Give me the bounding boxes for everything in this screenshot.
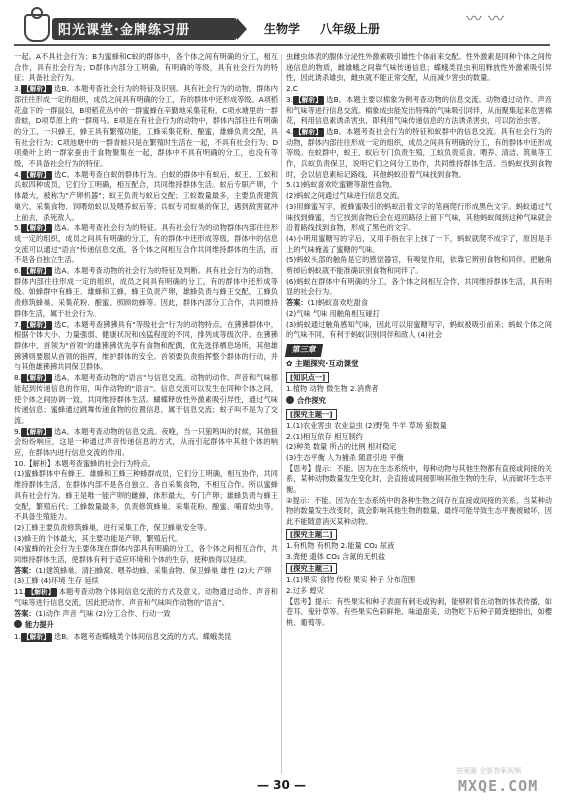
paragraph-text: 本题考查动物个体间信息交流的方式及意义。动物通过动作、声音和气味等进行信息交流，因此把动作、声音和气味叫作动物的"语言"。 bbox=[14, 587, 278, 607]
answer-label: 答案： bbox=[14, 565, 36, 575]
subsection-label: 合作探究 bbox=[297, 396, 326, 406]
box-heading: [探究主题二] bbox=[286, 529, 337, 540]
paragraph-text: (1)蚂蚁喜欢吃蜜糖等甜性食物。 bbox=[292, 180, 397, 190]
paragraph bbox=[286, 464, 552, 496]
paragraph bbox=[286, 234, 552, 255]
left-column bbox=[14, 52, 278, 643]
paragraph bbox=[286, 277, 552, 298]
paragraph-text: 选B。本题主要以棉象为例考查动物的信息交流。动物通过动作、声音和气味等进行信息交流。棉象成虫能发出特殊的气味吸引同伴，从而聚集起来危害棉花，利用信息素诱杀害虫，即利用气味传递信息的方法诱杀害虫，可以防治虫害。 bbox=[286, 94, 552, 126]
paragraph bbox=[286, 541, 552, 552]
analysis-tag: 【解析】 bbox=[294, 127, 323, 136]
paragraph-text: 选C。本题考查白蚁的群体行为。白蚁的群体中有蚁后、蚁王、工蚁和兵蚁四种成员，它们分工明确，相互配合，共同维持群体生活。蚁后专职产卵，个体最大，被称为"产卵机器"；蚁王负责与蚁后交配；工蚁数量最多，主要负责建筑巢穴、采集食物、饲喂幼蚁以及喂养蚁后等；兵蚁专司蚁巢的保卫，遇到敌害就冲上前去，杀死敌人。 bbox=[14, 169, 278, 222]
paragraph-text: 1.(1)农业害虫 农业益虫 (2)野兔 牛羊 草场 狼数量 bbox=[286, 420, 447, 430]
paragraph bbox=[14, 534, 278, 545]
question-number: 11. bbox=[14, 587, 26, 597]
question-number: 3. bbox=[286, 94, 293, 104]
paragraph-text: (3)蜂王的个体最大，其主要功能是产卵，繁殖后代。 bbox=[14, 533, 183, 543]
analysis-tag: 【解析】 bbox=[294, 95, 323, 104]
question-number: 9. bbox=[14, 426, 21, 436]
paragraph bbox=[14, 373, 278, 427]
brand-title: 阳光课堂·金牌练习册 bbox=[58, 23, 190, 38]
analysis-tag: 【解析】 bbox=[22, 374, 51, 383]
paragraph-text: (1)蚂蚁喜欢吃甜食 bbox=[307, 298, 369, 308]
header-divider bbox=[14, 44, 550, 46]
paragraph-text: ②提示：不能。因为在生态系统中的各种生物之间存在直接或间接的关系，当某种动物的数量发生改变时，就会影响其他生物的数量，最终可能导致生态平衡被破坏，因此不能随意消灭某种动物。 bbox=[286, 495, 552, 527]
paragraph bbox=[286, 384, 552, 395]
analysis-tag: 【解析】 bbox=[22, 170, 51, 179]
paragraph-text: (6)蚂蚁在群体中有明确的分工，各个体之间相互合作，共同维持群体生活，具有明显的社会行为。 bbox=[286, 276, 552, 297]
paragraph bbox=[14, 469, 278, 523]
question-number: 4. bbox=[286, 126, 293, 136]
paragraph bbox=[14, 566, 278, 577]
paragraph bbox=[286, 421, 552, 432]
column-divider bbox=[281, 54, 282, 774]
paragraph bbox=[14, 544, 278, 565]
paragraph-text: 【解析】本题考查蜜蜂的社会行为特点。 bbox=[25, 458, 155, 468]
paragraph-text: 选B。本题考查社会行为的特征及识别。具有社会行为的动物，群体内部往往形成一定的组织，成员之间具有明确的分工，有的群体中还形成等级。A项稻花盒下的一群鼠妇，B项稻花丛中的一群蜜蜂在辛勤地采集花粉，C项水塘里的一群青蛙，D项草原上的一群斑马。E项是在有社会行为的动物中，群体内部往往有明确的分工，一只蜂王，蜂王具有繁殖功能，工蜂采集花粉、酿蜜，雄蜂负责交配，具有社会行为；C项池塘中的一群青蛙只是在繁殖时生活在一起，不具有社会行为；D项桑叶上的一群家蚕由于食物聚集在一起，群体中不具有明确的分工，也没有等级，不具备社会行为的特征。 bbox=[14, 84, 278, 169]
paragraph bbox=[14, 459, 278, 470]
question-number: 3. bbox=[14, 84, 21, 94]
box-heading: [探究主题三] bbox=[286, 563, 337, 574]
paragraph-text: 【思考】提示：不能。因为在生态系统中，每种动物与其他生物都有直接或间接的关系，某种动物数量发生变化时，会直接或间接影响其他生物的生存，从而破坏生态平衡。 bbox=[286, 463, 552, 495]
analysis-tag: 【解析】 bbox=[22, 85, 51, 94]
paragraph-text: (2)工蜂主要负责修筑蜂巢，进行采集工作，保卫蜂巢安全等。 bbox=[14, 522, 212, 532]
question-number: 4. bbox=[14, 169, 21, 179]
section-bullet-icon bbox=[286, 396, 294, 404]
paragraph bbox=[14, 632, 278, 643]
paragraph-text: 2.(1)相互依存 相互制约 bbox=[286, 431, 363, 441]
paragraph-text: 【思考】提示：有些果实和种子表面有刺毛或钩刺，能够附着在动物的体表传播，如苍耳、鬼针草等。有些果实色彩鲜艳、味道甜美，动物吃下后种子随粪便排出，如樱桃、葡萄等。 bbox=[286, 596, 552, 628]
analysis-tag: 【解析】 bbox=[22, 320, 51, 329]
paragraph bbox=[14, 84, 278, 170]
paragraph-text: 选B。本题考查蝶蛾类个体间信息交流的方式。蝶蛾类昆 bbox=[54, 631, 232, 641]
paragraph bbox=[286, 255, 552, 276]
paragraph-text: (3)工蜂 (4)环境 生存 延续 bbox=[14, 576, 99, 586]
question-number: 5. bbox=[14, 223, 21, 233]
answer-label: 答案： bbox=[286, 298, 308, 308]
paragraph bbox=[286, 597, 552, 629]
paragraph bbox=[286, 202, 552, 234]
paragraph bbox=[14, 587, 278, 608]
paragraph bbox=[14, 52, 278, 84]
question-number: 7. bbox=[14, 319, 21, 329]
paragraph bbox=[14, 576, 278, 587]
paragraph bbox=[286, 309, 552, 320]
paragraph-text: (1)蜜蜂群体中有蜂王、雄蜂和工蜂三种蜂群成员，它们分工明确，相互协作，共同维持群体生活，在群体内部不是各自独立、各自采集食物，不相互合作。所以蜜蜂具有社会行为。蜂王是唯一能产卵的雌蜂，体形最大，专门产卵；雄蜂负责与蜂王交配，繁殖后代；工蜂数量最多，负责修筑蜂巢、采集花粉、酿蜜、哺育幼虫等，不具备生殖能力。 bbox=[14, 469, 278, 522]
question-number: 5. bbox=[286, 180, 293, 190]
paragraph bbox=[14, 266, 278, 320]
paragraph bbox=[286, 95, 552, 127]
paragraph-text: 1.(1)果实 食物 传粉 果实 种子 分布范围 bbox=[286, 575, 416, 585]
subject-label: 生物学 bbox=[264, 22, 301, 36]
paragraph bbox=[286, 442, 552, 453]
right-column bbox=[286, 52, 552, 629]
paragraph-text: (1)动作 声音 气味 (2)分工合作、行动一致 bbox=[35, 608, 171, 618]
paragraph bbox=[286, 191, 552, 202]
paragraph-text: 2.过多 蝗灾 bbox=[286, 585, 324, 595]
analysis-tag: 【解析】 bbox=[22, 632, 51, 641]
paragraph-text: 一起。A不具社会行为；B为蜜蜂和C蚁的群体中，各个体之间有明确的分工，相互合作，具有社会行为；D群体内部分工明确，有明确的等级，具有社会行为的特征；具备社会行为。 bbox=[14, 52, 278, 83]
paragraph bbox=[14, 609, 278, 620]
paragraph-text: 选A。本题考查动物的信息交流。夜晚，当一只狼鸣叫的时候，其他狼会纷纷响应，这是一种通过声音传递信息的方式，从而引起群体中其他个体的响应，在群体内进行信息交流的作用。 bbox=[14, 426, 278, 458]
paragraph bbox=[286, 127, 552, 181]
paragraph-text: C bbox=[292, 84, 298, 94]
paragraph-text: (1)建筑蜂巢、清扫蜂窝、喂养幼蜂、采集食物、保卫蜂巢 雄性 (2)大 产卵 bbox=[35, 565, 272, 575]
paragraph bbox=[14, 427, 278, 459]
grade-label: 八年级上册 bbox=[320, 22, 381, 36]
box-heading: [知识点一] bbox=[286, 372, 329, 383]
watermark-main-text: MXQE.COM bbox=[458, 777, 539, 795]
paragraph bbox=[286, 575, 552, 586]
paragraph-text: 选A。本题考查动物的社会行为的特征及判断。具有社会行为的动物，群体内部往往形成一定的组织，成员之间具有明确的分工，有的群体中还形成等级。如蜂群中有蜂王、雄蜂和工蜂，蜂王负责产卵，雄蜂负责与蜂王交配，工蜂负责修筑蜂巢、采集花粉、酿蜜、照顾幼蜂等。因此，群体内部分工合作，共同维持群体生活，属于社会行为。 bbox=[14, 266, 278, 318]
paragraph bbox=[286, 432, 552, 443]
question-number: 1. bbox=[14, 631, 21, 641]
paragraph bbox=[14, 223, 278, 266]
paragraph bbox=[286, 453, 552, 464]
section-bullet-icon bbox=[14, 620, 22, 628]
paragraph-text: 选A。本题考查社会行为的特征。具有社会行为的动物群体内部往往形成一定的组织，成员之间具有明确的分工，有的群体中还形成等级。群体中的信息交流可以通过"语言"传递信息交流，各个体之间相互合作共同维持群体的生活，而不是各自独立生活。 bbox=[14, 223, 278, 265]
paragraph-text: 选C。本题考查狒狒具有"等级社会"行为的动物特点。在狒狒群体中，根据个体大小、力量强弱、健康状况和凶猛程度的不同，排列成等级次序。在狒狒群体中，首领为"首领"的雄狒狒优先享有食物和配偶，优先选择栖息场所，其他雄狒狒则要服从首领的指挥，维护群体的安全。首领要负责指挥整个群体的行动，并与其他雄狒狒共同保卫群体。 bbox=[14, 319, 278, 372]
analysis-tag: 【解析】 bbox=[22, 224, 51, 233]
paragraph-text: (3)用蜂蜜写字，被蜂蜜吸引的蚂蚁沿着文字的笔画爬行形成黑色文字。蚂蚁通过气味找到蜂蜜，当它找到食物后会在返回路径上留下气味，其他蚂蚁闻到这种气味就会沿着路线找到食物，形成了黑色的文字。 bbox=[286, 201, 552, 233]
subsection-heading bbox=[14, 620, 278, 631]
analysis-tag: 【解析】 bbox=[27, 588, 55, 597]
page-number: — 30 — bbox=[256, 778, 307, 792]
paragraph-text: 选B。本题考查社会行为的特征和蚁群中的信息交流。具有社会行为的动物，群体内部往往形成一定的组织，成员之间具有明确的分工，有的群体中还形成等级。在蚁群中，蚁王、蚁后专门负责生殖，工蚁负责觅食、喂养、清洁、筑巢等工作，兵蚁负责保卫，说明它们之间分工协作，共同维持群体生活。当蚂蚁找到食物时，会以信息素标记路线，其他蚂蚁沿着气味找到食物。 bbox=[286, 126, 552, 179]
answer-label: 答案： bbox=[14, 608, 36, 618]
paragraph-text: (2)种类 数量 所占的比例 相对稳定 bbox=[286, 442, 397, 452]
subsection-heading bbox=[286, 396, 552, 407]
paragraph-text: (5)蚂蚁头部的触角是它的感觉器官，有嗅觉作用，依靠它辨别食物和同伴。把触角剪掉后蚂蚁就不能准确识别食物和同伴了。 bbox=[286, 255, 552, 276]
paragraph-text: (2)气味 气味 用触角相互碰打 bbox=[286, 308, 380, 318]
paragraph bbox=[286, 52, 552, 84]
birds-icon: 〰〰 bbox=[466, 9, 511, 28]
paragraph bbox=[286, 298, 552, 309]
paragraph bbox=[286, 320, 552, 341]
paragraph-text: 虫雌虫体表的腺体分泌性外激素吸引雄性个体前来交配。性外激素是同种个体之间传递信息的物质，雌雄蛾之间靠气味传递信息；蝶蛾类昆虫利用释放性外激素吸引异性，因此诱杀雄虫，雌虫就不能正常交配，从而减少害虫的数量。 bbox=[286, 52, 552, 83]
paragraph bbox=[286, 496, 552, 528]
paragraph bbox=[286, 84, 552, 95]
paragraph-text: (2)蚂蚁之间通过气味进行信息交流。 bbox=[286, 191, 404, 201]
paragraph-text: (4)蜜蜂的社会行为主要体现在群体内部具有明确的分工，各个体之间相互合作，共同维持群体生活，使群体有利于适应环境和个体的生存，使种族得以延续。 bbox=[14, 544, 278, 565]
subsection-label: 能力提升 bbox=[25, 620, 54, 630]
question-number: 10. bbox=[14, 458, 26, 468]
analysis-tag: 【解析】 bbox=[22, 427, 51, 436]
paragraph bbox=[14, 523, 278, 534]
section-title: ✿ 主题探究·互动课堂 bbox=[286, 358, 359, 368]
book-logo-icon bbox=[24, 14, 50, 42]
page-header bbox=[0, 0, 563, 52]
question-number: 6. bbox=[14, 266, 21, 276]
paragraph-text: 3.粪便 遗体 CO₂ 含氮的无机盐 bbox=[286, 551, 386, 561]
paragraph-text: 1.有机物 有机物 2.能量 CO₂ 尿液 bbox=[286, 540, 395, 550]
box-heading: [探究主题一] bbox=[286, 409, 337, 420]
question-number: 8. bbox=[14, 373, 21, 383]
paragraph bbox=[14, 320, 278, 374]
paragraph bbox=[286, 586, 552, 597]
paragraph bbox=[286, 180, 552, 191]
paragraph-text: (3)蚂蚁通过触角感知气味，因此可以用蜜糖写字，蚂蚁被吸引前来；蚂蚁个体之间的气味不同，有利于蚂蚁识别同伴和敌人 (4)社会 bbox=[286, 319, 552, 340]
chapter-heading: 第三章 bbox=[285, 344, 323, 357]
analysis-tag: 【解析】 bbox=[22, 267, 51, 276]
paragraph-text: 1.植物 动物 微生物 2.消费者 bbox=[286, 384, 379, 394]
paragraph-text: 选A。本题考查动物的"语言"与信息交流。动物的动作、声音和气味都能起到传递信息的作用，叫作动物的"语言"。信息交流可以发生在同种个体之间，使个体之间协调一致，共同维持群体生活。蝴蝶释放性外激素吸引异性，通过气味传递信息；蜜蜂通过跳舞传递食物的位置信息，属于信息交流；蚊子叫不是为了交流。 bbox=[14, 373, 278, 425]
paragraph bbox=[286, 552, 552, 563]
watermark-top-text: 答案圈 全新答案视频 bbox=[456, 767, 522, 775]
question-number: 2. bbox=[286, 84, 293, 94]
paragraph-text: (4)小明用蜜糖写的字后，又用手指在字上抹了一下，蚂蚁就爬不成字了，原因是手上的气味掩盖了蜜糖的气味。 bbox=[286, 233, 552, 254]
paragraph-text: (3)生态平衡 人为捕杀 随意引进 平衡 bbox=[286, 452, 404, 462]
paragraph bbox=[14, 170, 278, 224]
